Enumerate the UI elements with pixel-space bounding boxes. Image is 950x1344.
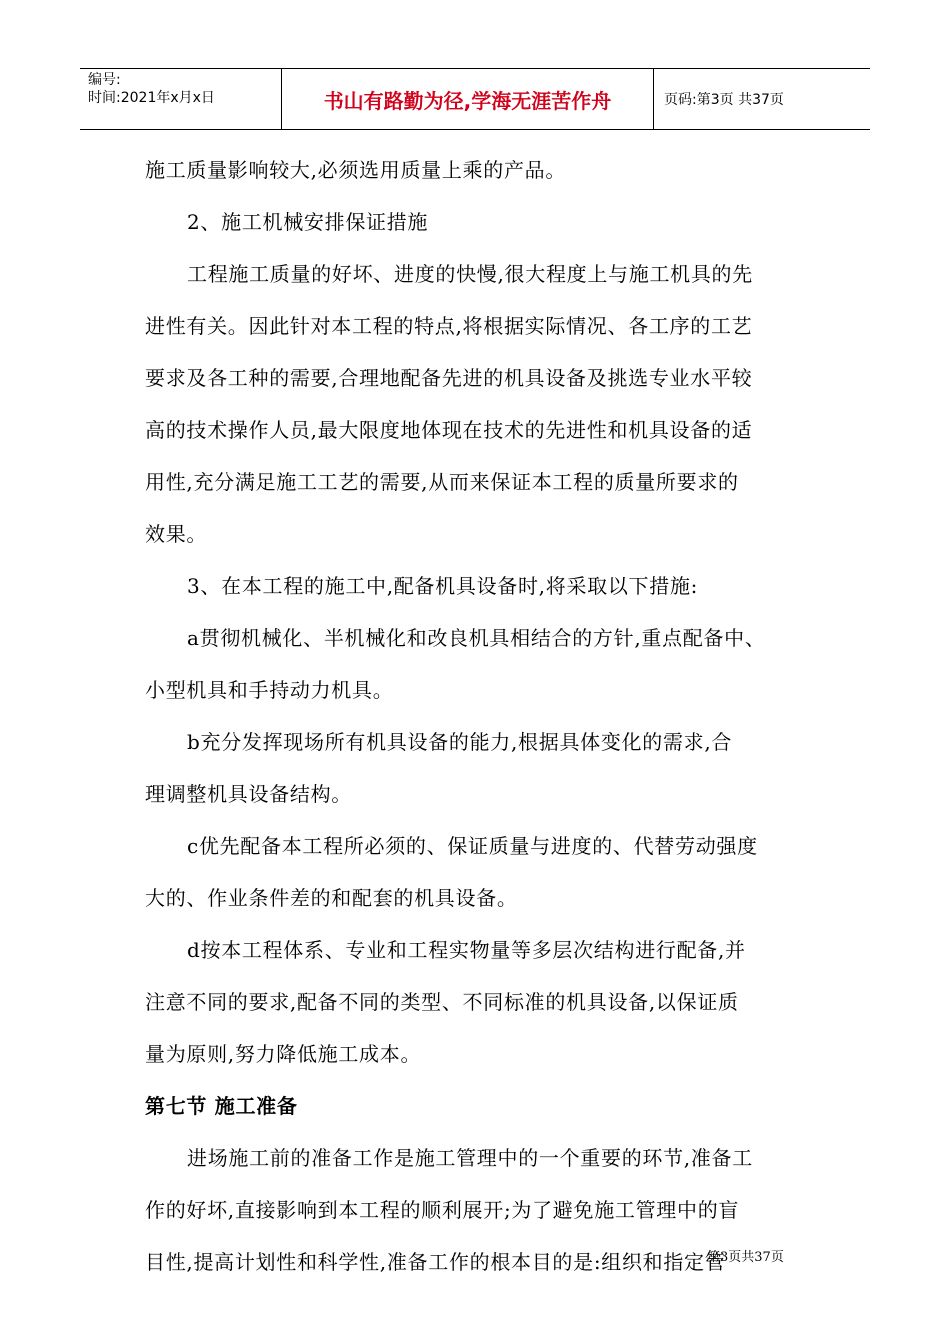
body-line: d按本工程体系、专业和工程实物量等多层次结构进行配备,并 [187,938,746,962]
section-heading: 第七节 施工准备 [145,1094,298,1118]
body-line: 3、在本工程的施工中,配备机具设备时,将采取以下措施: [187,574,699,598]
body-line: 大的、作业条件差的和配套的机具设备。 [145,886,518,910]
page-footer: 第3页共37页 [707,1250,784,1265]
body-line: 高的技术操作人员,最大限度地体现在技术的先进性和机具设备的适 [145,418,753,442]
header-motto: 书山有路勤为径,学海无涯苦作舟 [282,69,654,129]
body-line: b充分发挥现场所有机具设备的能力,根据具体变化的需求,合 [187,730,733,754]
document-date-label: 时间:2021年x月x日 [88,90,215,106]
page-header [80,68,870,130]
body-line: 注意不同的要求,配备不同的类型、不同标准的机具设备,以保证质 [145,990,739,1014]
body-line: 理调整机具设备结构。 [145,782,352,806]
document-number-label: 编号: [88,72,121,88]
body-line: 量为原则,努力降低施工成本。 [145,1042,422,1066]
body-line: 目性,提高计划性和科学性,准备工作的根本目的是:组织和指定管 [145,1250,726,1274]
body-line: 进性有关。因此针对本工程的特点,将根据实际情况、各工序的工艺 [145,314,753,338]
body-line: a贯彻机械化、半机械化和改良机具相结合的方针,重点配备中、 [187,626,766,650]
header-meta [80,69,282,129]
body-line: 施工质量影响较大,必须选用质量上乘的产品。 [145,158,567,182]
body-line: 工程施工质量的好坏、进度的快慢,很大程度上与施工机具的先 [187,262,753,286]
body-line: c优先配备本工程所必须的、保证质量与进度的、代替劳动强度 [187,834,758,858]
body-line: 2、施工机械安排保证措施 [187,210,429,234]
body-line: 进场施工前的准备工作是施工管理中的一个重要的环节,准备工 [187,1146,753,1170]
header-page-info: 页码:第3页 共37页 [664,92,784,108]
document-body [145,144,810,1288]
body-line: 小型机具和手持动力机具。 [145,678,394,702]
body-line: 要求及各工种的需要,合理地配备先进的机具设备及挑选专业水平较 [145,366,753,390]
body-line: 作的好坏,直接影响到本工程的顺利展开;为了避免施工管理中的盲 [145,1198,740,1222]
body-line: 效果。 [145,522,208,546]
body-line: 用性,充分满足施工工艺的需要,从而来保证本工程的质量所要求的 [145,470,739,494]
